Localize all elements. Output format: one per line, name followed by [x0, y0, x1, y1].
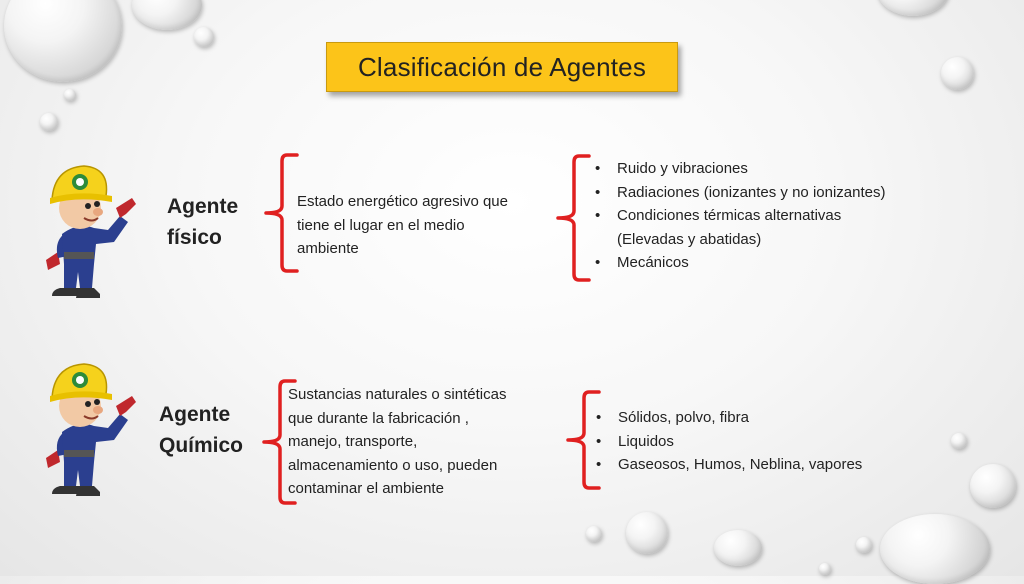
- list-item-text: Gaseosos, Humos, Neblina, vapores: [618, 456, 863, 473]
- list-item-text: Condiciones térmicas alternativas: [617, 207, 842, 224]
- water-drop: [4, 0, 122, 82]
- water-drop: [626, 512, 668, 554]
- description-line: ambiente: [297, 240, 359, 257]
- bullet-icon: •: [596, 409, 602, 426]
- agent-items-list: [592, 406, 862, 477]
- list-item: [591, 181, 885, 205]
- bullet-icon: •: [596, 456, 602, 473]
- water-drop: [880, 514, 990, 584]
- list-item: [591, 204, 885, 251]
- description-line: contaminar el ambiente: [288, 480, 444, 497]
- description-line: Sustancias naturales o sintéticas: [288, 386, 507, 403]
- water-drop: [586, 526, 602, 542]
- worker-mascot-icon: [28, 358, 140, 500]
- bullet-icon: •: [595, 183, 601, 201]
- list-item-text: Ruido y vibraciones: [617, 160, 748, 177]
- list-item-text: (Elevadas y abatidas): [617, 230, 762, 248]
- list-item-text: Mecánicos: [617, 254, 689, 271]
- slide-title-box: [326, 42, 678, 92]
- slide-title: Clasificación de Agentes: [357, 51, 647, 82]
- worker-mascot-icon: [28, 160, 140, 302]
- list-item-text: Liquidos: [618, 432, 674, 450]
- description-line: que durante la fabricación ,: [288, 409, 469, 427]
- list-item: [592, 453, 862, 477]
- water-drop: [194, 27, 214, 47]
- water-drop: [64, 89, 76, 101]
- list-item: [591, 157, 885, 181]
- description-line: tiene el lugar en el medio: [297, 216, 465, 234]
- agent-description: [297, 190, 508, 261]
- bullet-icon: •: [596, 432, 602, 450]
- agent-label-line: físico: [167, 226, 222, 249]
- agent-label-fisico: [167, 191, 238, 253]
- water-drop: [877, 0, 949, 16]
- agent-description: [288, 383, 506, 501]
- agent-label-line: Agente: [167, 195, 239, 218]
- description-line: manejo, transporte,: [288, 433, 418, 450]
- agent-label-line: Químico: [159, 434, 244, 457]
- bullet-icon: •: [595, 160, 601, 177]
- bracket-left: [555, 153, 595, 283]
- list-item: [591, 251, 885, 275]
- list-item: [592, 430, 862, 454]
- water-drop: [941, 57, 974, 90]
- agent-label-quimico: [159, 399, 243, 461]
- bullet-icon: •: [595, 207, 601, 224]
- description-line: almacenamiento o uso, pueden: [288, 456, 498, 474]
- water-drop: [132, 0, 202, 30]
- description-line: Estado energético agresivo que: [297, 193, 508, 210]
- water-drop: [819, 563, 831, 575]
- agent-label-line: Agente: [159, 403, 231, 426]
- water-drop: [714, 530, 762, 566]
- list-item: [592, 406, 862, 430]
- water-drop: [970, 464, 1016, 508]
- water-drop: [856, 537, 872, 553]
- water-drop: [40, 113, 58, 131]
- water-drop: [951, 433, 967, 449]
- list-item-text: Sólidos, polvo, fibra: [618, 409, 749, 426]
- bullet-icon: •: [595, 254, 601, 271]
- agent-items-list: [591, 157, 885, 275]
- list-item-text: Radiaciones (ionizantes y no ionizantes): [617, 183, 886, 201]
